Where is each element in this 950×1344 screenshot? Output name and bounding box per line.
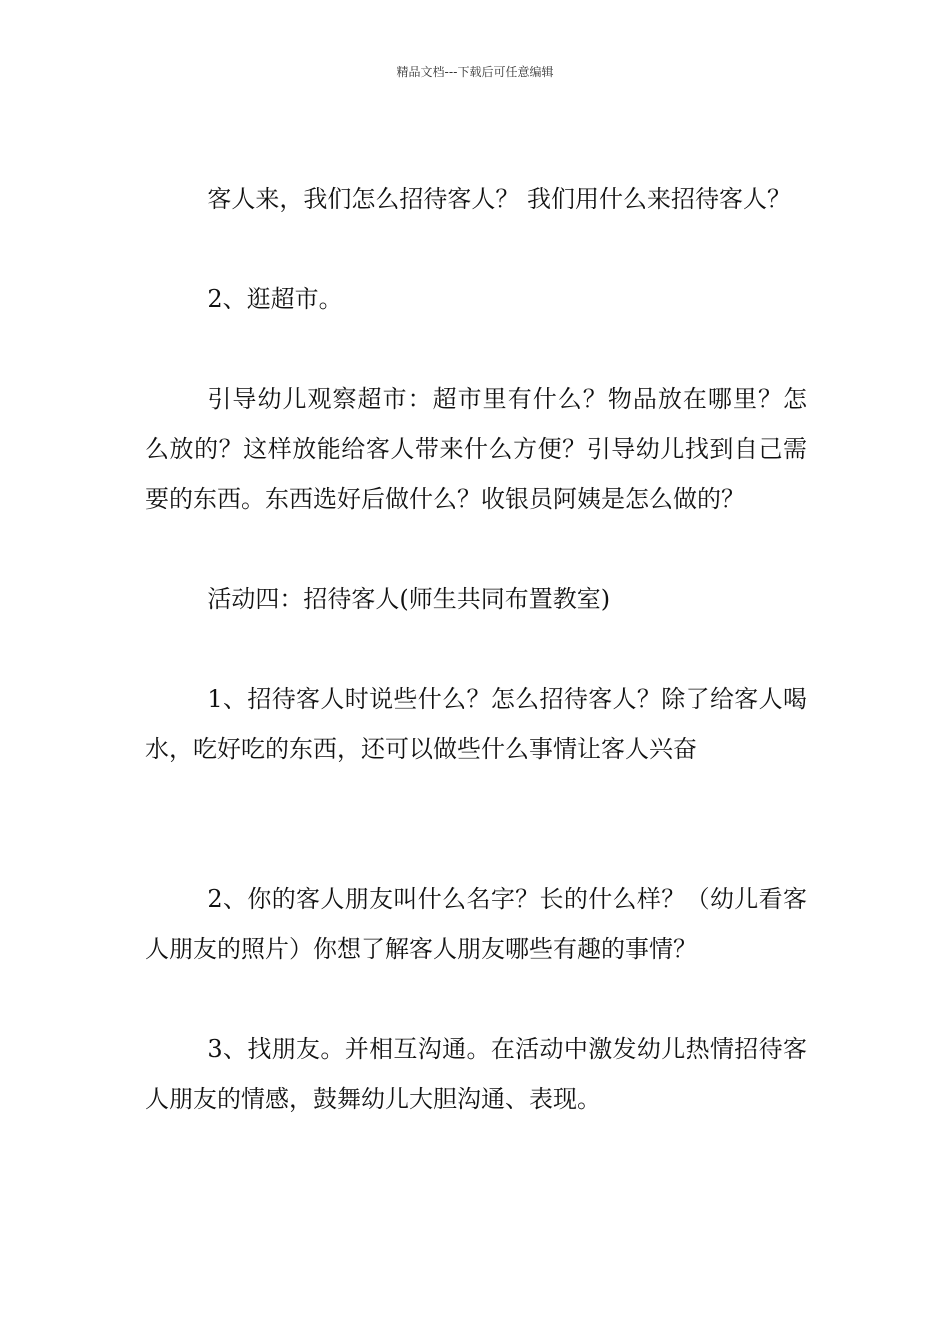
page-header: 精品文档---下载后可任意编辑 xyxy=(396,65,554,79)
paragraph-find-friends: 3、找朋友。并相互沟通。在活动中激发幼儿热情招待客人朋友的情感，鼓舞幼儿大胆沟通、表现。 xyxy=(145,1035,807,1113)
document-body xyxy=(145,174,807,1124)
paragraph-visit-supermarket: 2、逛超市。 xyxy=(207,285,343,313)
paragraph-hosting-questions: 1、招待客人时说些什么？怎么招待客人？除了给客人喝水，吃好吃的东西，还可以做些什么事情让客人兴奋 xyxy=(145,685,807,763)
paragraph-activity-four: 活动四：招待客人(师生共同布置教室) xyxy=(207,585,611,613)
paragraph-greeting-guests: 客人来，我们怎么招待客人？ 我们用什么来招待客人？ xyxy=(207,185,792,213)
paragraph-observe-supermarket: 引导幼儿观察超市：超市里有什么？物品放在哪里？怎么放的？这样放能给客人带来什么方便？引导幼儿找到自己需要的东西。东西选好后做什么？收银员阿姨是怎么做的？ xyxy=(145,385,807,513)
paragraph-guest-friend: 2、你的客人朋友叫什么名字？长的什么样？（幼儿看客人朋友的照片）你想了解客人朋友哪些有趣的事情？ xyxy=(145,885,807,963)
